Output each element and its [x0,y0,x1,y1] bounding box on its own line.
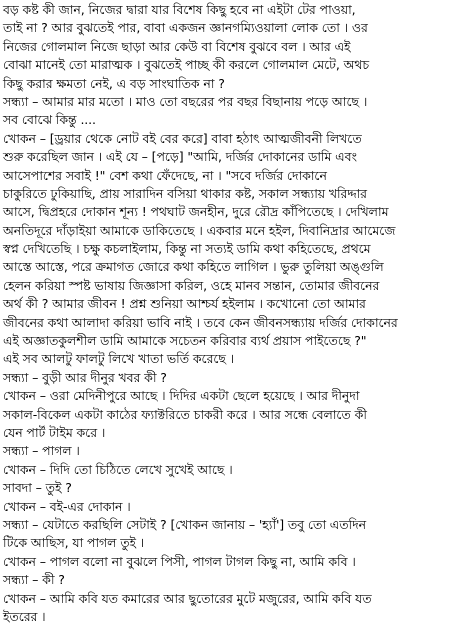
text-line: সকাল-বিকেল একটা কাঠের ফ্যাক্টরিতে চাকরী করে । আর সন্ধে বেলাতে কী [3,406,367,422]
text-line: খোকন – [ড্রয়ার থেকে নোট বই বের করে] বাবা হঠাৎ আত্মজীবনী লিখতে [3,130,362,146]
text-line: আস্তে আস্তে, পরে ক্রমাগত জোরে কথা কহিতে লাগিল । ভুরু তুলিয়া অঙ্গুলি [3,259,384,275]
text-line: সব বোঝে কিন্তু .... [3,112,96,128]
text-line: বড় কষ্ট কী জান, নিজের দ্বারা যার বিশেষ কিছু হবে না এইটা টের পাওয়া, [3,2,356,17]
text-line: খোকন – ওরা মেদিনীপুরে আছে । দিদির একটা ছেলে হয়েছে । আর দীনুদা [3,388,360,404]
text-line: আসেপাশের সবাই !" বেশ কথা ফেঁদেছে, না । "সবে দর্জির দোকানে [3,167,327,183]
text-line: ইতরের । [3,608,46,624]
text-line: সন্ধ্যা – বুড়ী আর দীনুর খবর কী ? [3,369,167,385]
text-line: আসে, দ্বিপ্রহরে দোকান শূন্য ! পথঘাট জনহীন, দুরে রৌদ্র কাঁপিতেছে । দেখিলাম [3,204,389,220]
text-line: নিজের গোলমাল নিজে ছাড়া আর কেউ বা বিশেষ বুঝবে বল । আর এই [3,38,351,54]
text-line: এই সব আলটু ফালটু লিখে খাতা ভর্তি করেছে । [3,351,235,367]
text-line: জীবনের কথা আলাদা করিয়া ভাবি নাই । তবে কেন জীবনসন্ধ্যায় দর্জির দোকানের [3,314,398,330]
text-line: চাকুরিতে ঢুকিয়াছি, প্রায় সারাদিন বসিয়া থাকার কষ্ট, সকাল সন্ধ্যায় খরিদ্দার [3,185,367,201]
text-line: সন্ধ্যা – আমার মার মতো । মাও তো বছরের পর বছর বিছানায় পড়ে আছে । [3,93,368,109]
text-line: স্বপ্ন দেখিতেছি । চক্ষু কচলাইলাম, কিন্তু না সত্যই ডামি কথা কহিতেছে, প্রথমে [3,241,371,257]
text-line: কিছু করার ক্ষমতা নেই, এ বড় সাংঘাতিক না ? [3,75,225,91]
text-line: খোকন – দিদি তো চিঠিতে লেখে সুখেই আছে । [3,461,233,477]
text-line: সন্ধ্যা – যেটাতে করছিলি সেটাই ? [খোকন জানায় – 'হ্যাঁ'] তবু তো এতদিন [3,516,366,532]
text-line: খোকন – আমি কবি যত কমারের আর ছুতোরের মুটে মজুরের, আমি কবি যত [3,590,372,606]
text-line: খোকন – বই-এর দোকান । [3,498,131,514]
text-line: হেলন করিয়া স্পষ্ট ভাষায় জিজ্ঞাসা করিল, ওহে মানব সন্তান, তোমার জীবনের [3,277,380,293]
text-line: তাই না ? আর বুঝতেই পার, বাবা একজন জ্ঞানগম্যিওয়ালা লোক তো । ওর [3,20,368,36]
text-line: বোঝা মানেই তো মারাত্মক । বুঝতেই পাচ্ছ কী করলে গোলমাল মেটে, অথচ [3,57,369,73]
text-line: সন্ধ্যা – পাগল । [3,443,80,459]
text-line: সাবদা – তুই ? [3,480,72,496]
text-line: টিকে আছিস, যা পাগল তুই । [3,535,145,551]
document-page [3,1,453,624]
text-line: অর্থ কী ? আমার জীবন ! প্রশ্ন শুনিয়া আশ্চর্য হইলাম । কখোনো তো আমার [3,296,366,312]
text-line: খোকন – পাগল বলো না বুঝলে পিসী, পাগল টাগল কিছু না, আমি কবি । [3,553,356,569]
text-line: এই অজ্ঞাতকুলশীল ডামি আমাকে সচেতন করিবার ব্যর্থ প্রয়াস পাইতেছে ?" [3,333,367,349]
text-line: অনতিদূরে দাঁড়াইয়া আমাকে ডাকিতেছে । একবার মনে হইল, দিবানিদ্রার আমেজে [3,222,396,238]
text-line: যেন পার্ট টাইম করে । [3,424,106,440]
text-line: শুরু করেছিল জান । এই যে – [পড়ে] "আমি, দর্জির দোকানের ডামি এবং [3,149,357,165]
text-line: সন্ধ্যা – কী ? [3,572,65,588]
